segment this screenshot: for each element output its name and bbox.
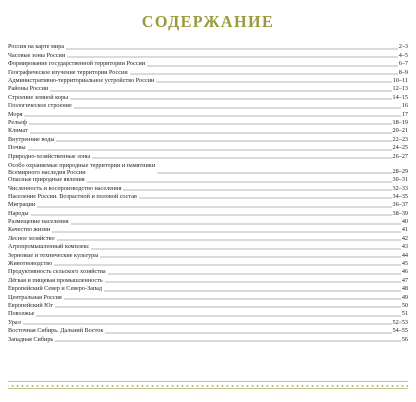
- toc-entry-page: 44: [401, 251, 408, 259]
- toc-entry-page: 16: [401, 102, 408, 110]
- toc-entry-title: Климат: [8, 127, 28, 135]
- dot-leader: [156, 81, 391, 83]
- toc-entry-title: Народы: [8, 209, 29, 217]
- toc-entry-page: 36–37: [392, 201, 408, 209]
- dot-leader: [24, 115, 400, 117]
- toc-entry-page: 40: [401, 218, 408, 226]
- dot-leader: [30, 132, 392, 134]
- toc-entry-page: 4–5: [398, 51, 408, 59]
- toc-entry[interactable]: [8, 185, 408, 193]
- toc-entry[interactable]: [8, 44, 408, 52]
- toc-entry[interactable]: [8, 243, 408, 251]
- toc-entry-title: Западная Сибирь: [8, 335, 54, 343]
- toc-entry-page: 46: [401, 268, 408, 276]
- toc-entry[interactable]: [8, 85, 408, 93]
- toc-entry-title: Численность и воспроизводство населения: [8, 184, 122, 192]
- toc-entry[interactable]: [8, 285, 408, 293]
- toc-entry-page: 34–35: [392, 192, 408, 200]
- dot-leader: [31, 214, 392, 216]
- toc-entry-title: Опасные природные явления: [8, 176, 85, 184]
- dot-leader: [105, 281, 401, 283]
- dot-leader: [57, 239, 401, 241]
- toc-entry-title: Часовые зоны России: [8, 51, 66, 59]
- toc-entry[interactable]: [8, 336, 408, 344]
- toc-entry[interactable]: [8, 235, 408, 243]
- toc-entry-page: 51: [401, 310, 408, 318]
- decorative-ornament-band: [8, 381, 408, 389]
- table-of-contents: [8, 44, 408, 344]
- toc-entry[interactable]: [8, 102, 408, 110]
- toc-entry[interactable]: [8, 136, 408, 144]
- toc-entry-title: Формирование государственной территории России: [8, 60, 146, 68]
- toc-entry-title: Население России. Возрастной и половой состав: [8, 192, 137, 200]
- dot-leader: [29, 123, 392, 125]
- toc-entry-title: Качество жизни: [8, 226, 51, 234]
- toc-entry[interactable]: [8, 327, 408, 335]
- dot-leader: [55, 306, 401, 308]
- toc-entry-page: 52–53: [392, 318, 408, 326]
- toc-entry-page: 14–15: [392, 93, 408, 101]
- toc-entry-title: Размещение населения: [8, 218, 69, 226]
- dot-leader: [54, 264, 401, 266]
- toc-entry-title: Особо охраняемые природные территории и памятники Всемирного наследия России: [8, 161, 156, 176]
- toc-entry-page: 38–39: [392, 209, 408, 217]
- dot-leader: [55, 340, 401, 342]
- toc-entry[interactable]: [8, 310, 408, 318]
- dot-leader: [56, 140, 391, 142]
- toc-entry-title: Моря: [8, 110, 23, 118]
- dot-leader: [37, 206, 391, 208]
- toc-entry-title: Россия на карте мира: [8, 43, 65, 51]
- toc-entry[interactable]: [8, 260, 408, 268]
- toc-entry[interactable]: [8, 193, 408, 201]
- dot-leader: [147, 65, 398, 67]
- dot-leader: [28, 149, 392, 151]
- toc-entry-page: 49: [401, 293, 408, 301]
- dot-leader: [74, 107, 401, 109]
- toc-entry[interactable]: [8, 111, 408, 119]
- toc-entry-title: Продуктивность сельского хозяйства: [8, 268, 106, 276]
- toc-entry-page: 54–55: [392, 327, 408, 335]
- dot-leader: [52, 231, 401, 233]
- toc-entry[interactable]: [8, 201, 408, 209]
- toc-entry-title: Почвы: [8, 144, 26, 152]
- dot-leader: [67, 56, 398, 58]
- dot-leader: [50, 90, 391, 92]
- dot-leader: [108, 273, 401, 275]
- toc-entry-page: 6–7: [398, 60, 408, 68]
- toc-entry[interactable]: [8, 227, 408, 235]
- toc-entry-page: 17: [401, 110, 408, 118]
- toc-entry-page: 42: [401, 234, 408, 242]
- toc-entry-title: Внутренние воды: [8, 135, 55, 143]
- page-title: СОДЕРЖАНИЕ: [141, 12, 275, 31]
- dot-leader: [104, 290, 401, 292]
- toc-entry[interactable]: [8, 210, 408, 218]
- toc-entry-page: 32–33: [392, 184, 408, 192]
- toc-entry-title: Урал: [8, 318, 21, 326]
- toc-entry-page: 56: [401, 335, 408, 343]
- toc-entry[interactable]: [8, 302, 408, 310]
- toc-entry[interactable]: [8, 69, 408, 77]
- toc-entry-title: Поволжье: [8, 310, 35, 318]
- dot-leader: [36, 315, 400, 317]
- dot-leader: [139, 197, 392, 199]
- toc-entry-page: 18–19: [392, 119, 408, 126]
- dot-leader: [100, 256, 400, 258]
- toc-entry[interactable]: [8, 60, 408, 68]
- toc-entry-title: Лесное хозяйство: [8, 234, 55, 242]
- toc-entry-title: Строение земной коры: [8, 93, 69, 101]
- toc-entry-page: 50: [401, 302, 408, 309]
- toc-entry-title: Центральная Россия: [8, 293, 62, 301]
- toc-entry-title: Зерновые и технические культуры: [8, 251, 99, 259]
- toc-entry-title: Восточная Сибирь. Дальний Восток: [8, 327, 104, 335]
- dot-leader: [157, 172, 391, 174]
- dot-leader: [64, 298, 401, 300]
- toc-entry-page: 12–13: [392, 85, 408, 93]
- toc-entry[interactable]: [8, 277, 408, 285]
- toc-entry-page: 48: [401, 285, 408, 293]
- toc-entry-page: 26–27: [392, 152, 408, 160]
- toc-entry-title: Лёгкая и пищевая промышленность: [8, 276, 103, 284]
- dot-leader: [87, 181, 392, 183]
- toc-entry[interactable]: [8, 319, 408, 327]
- toc-entry[interactable]: [8, 176, 408, 184]
- toc-entry[interactable]: [8, 119, 408, 127]
- toc-entry[interactable]: [8, 94, 408, 102]
- toc-entry-title: Европейский Юг: [8, 302, 54, 309]
- toc-entry-page: 2–3: [398, 43, 408, 51]
- toc-entry[interactable]: [8, 294, 408, 302]
- toc-entry-page: 47: [401, 276, 408, 284]
- toc-entry-title: Геологическое строение: [8, 102, 72, 110]
- toc-entry-title: Животноводство: [8, 260, 53, 268]
- toc-entry[interactable]: [8, 77, 408, 85]
- toc-entry-title: Миграции: [8, 201, 36, 209]
- toc-entry-page: 22–23: [392, 135, 408, 143]
- toc-entry-page: 43: [401, 243, 408, 251]
- toc-entry[interactable]: [8, 268, 408, 276]
- toc-entry[interactable]: [8, 218, 408, 226]
- toc-entry[interactable]: [8, 52, 408, 60]
- toc-entry-title: Европейский Север и Северо-Запад: [8, 285, 103, 293]
- toc-entry-page: 45: [401, 260, 408, 268]
- dot-leader: [23, 323, 392, 325]
- dot-leader: [91, 248, 401, 250]
- toc-entry[interactable]: [8, 161, 408, 176]
- dot-leader: [70, 98, 391, 100]
- toc-entry-title: Географическое изучение территории России: [8, 68, 128, 76]
- toc-entry-page: 28–29: [392, 167, 408, 175]
- toc-entry-page: 24–25: [392, 144, 408, 152]
- dot-leader: [130, 73, 398, 75]
- toc-entry-title: Природно-хозяйственные зоны: [8, 152, 91, 160]
- toc-entry[interactable]: [8, 153, 408, 161]
- toc-entry-page: 8–9: [398, 68, 408, 76]
- dot-leader: [71, 223, 401, 225]
- toc-entry-title: Агропромышленный комплекс: [8, 243, 90, 251]
- dot-leader: [92, 157, 391, 159]
- toc-entry-page: 10–11: [392, 77, 408, 85]
- toc-entry-title: Административно-территориальное устройство России: [8, 77, 155, 85]
- toc-entry[interactable]: [8, 144, 408, 152]
- toc-entry-title: Районы России: [8, 85, 49, 93]
- dot-leader: [123, 189, 391, 191]
- dot-leader: [66, 48, 398, 50]
- dot-leader: [105, 332, 391, 334]
- toc-entry-page: 30–31: [392, 176, 408, 184]
- toc-entry[interactable]: [8, 127, 408, 135]
- toc-entry-title: Рельеф: [8, 119, 27, 126]
- toc-entry-page: 41: [401, 226, 408, 234]
- toc-entry-page: 20–21: [392, 127, 408, 135]
- toc-entry[interactable]: [8, 252, 408, 260]
